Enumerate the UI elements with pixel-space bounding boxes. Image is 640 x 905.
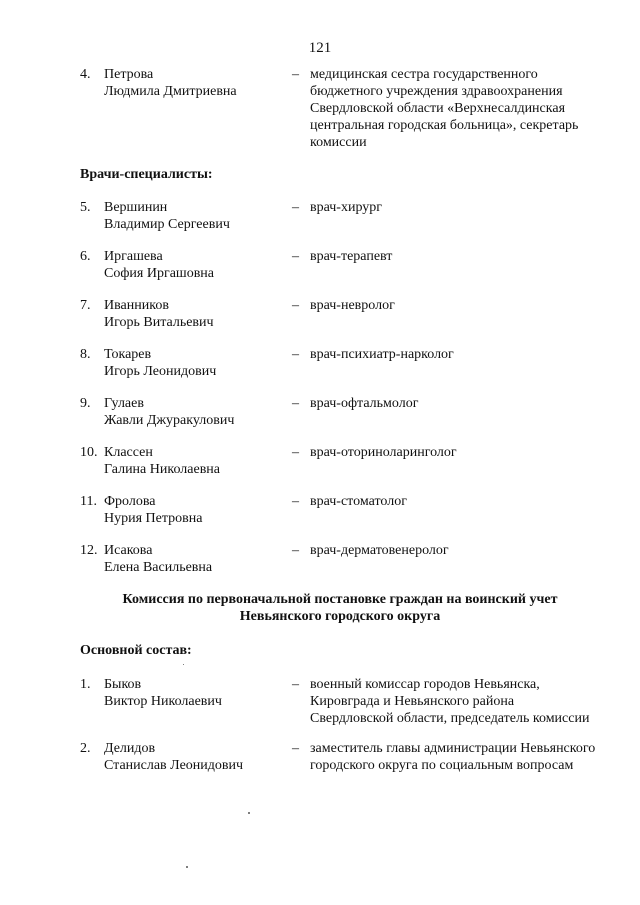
entry-dash: – (292, 298, 299, 313)
entry-number: 5. (80, 200, 91, 215)
entry-role: врач-оториноларинголог (310, 445, 457, 460)
entry-dash: – (292, 677, 299, 692)
page-number: 121 (308, 40, 332, 56)
entry-number: 9. (80, 396, 91, 411)
entry-dash: – (292, 494, 299, 509)
entry-name: Исакова Елена Васильевна (104, 543, 213, 575)
entry-number: 4. (80, 67, 91, 82)
entry-number: 10. (80, 445, 98, 460)
scan-speck (183, 664, 184, 665)
entry-number: 2. (80, 741, 91, 756)
entry-role: врач-дерматовенеролог (310, 543, 449, 558)
entry-name: Быков Виктор Николаевич (104, 677, 222, 709)
entry-role: врач-хирург (310, 200, 383, 215)
scan-speck (186, 866, 188, 868)
entry-dash: – (292, 445, 299, 460)
entry-number: 11. (80, 494, 97, 509)
entry-name: Фролова Нурия Петровна (104, 494, 203, 526)
entry-name: Классен Галина Николаевна (104, 445, 221, 477)
entry-name: Делидов Станислав Леонидович (104, 741, 244, 773)
entry-number: 12. (80, 543, 98, 558)
entry-dash: – (292, 249, 299, 264)
entry-number: 8. (80, 347, 91, 362)
section-heading-main: Основной состав: (80, 643, 192, 658)
entry-name: Петрова Людмила Дмитриевна (104, 67, 237, 99)
entry-dash: – (292, 67, 299, 82)
entry-name: Гулаев Жавли Джуракулович (104, 396, 235, 428)
entry-role: врач-психиатр-нарколог (310, 347, 454, 362)
entry-role: заместитель главы администрации Невьянского городского округа по социальным вопросам (310, 741, 596, 773)
entry-role: врач-стоматолог (310, 494, 407, 509)
entry-number: 7. (80, 298, 91, 313)
entry-dash: – (292, 200, 299, 215)
entry-role: врач-невролог (310, 298, 395, 313)
entry-name: Иргашева София Иргашовна (104, 249, 215, 281)
entry-dash: – (292, 543, 299, 558)
entry-number: 1. (80, 677, 91, 692)
entry-role: медицинская сестра государственного бюджетного учреждения здравоохранения Свердловской области «Верхнесалдинская центральная городская больница», секретарь комиссии (310, 67, 579, 150)
entry-name: Иванников Игорь Витальевич (104, 298, 214, 330)
commission-title: Комиссия по первоначальной постановке граждан на воинский учет Невьянского городского округа (122, 592, 558, 624)
scan-speck (248, 812, 250, 814)
section-heading-specialists: Врачи-специалисты: (80, 167, 213, 182)
entry-number: 6. (80, 249, 91, 264)
entry-role: врач-терапевт (310, 249, 393, 264)
entry-dash: – (292, 396, 299, 411)
entry-dash: – (292, 741, 299, 756)
entry-name: Вершинин Владимир Сергеевич (104, 200, 230, 232)
entry-role: военный комиссар городов Невьянска, Кировграда и Невьянского района Свердловской области, председатель комиссии (310, 677, 590, 726)
entry-name: Токарев Игорь Леонидович (104, 347, 217, 379)
entry-role: врач-офтальмолог (310, 396, 419, 411)
entry-dash: – (292, 347, 299, 362)
